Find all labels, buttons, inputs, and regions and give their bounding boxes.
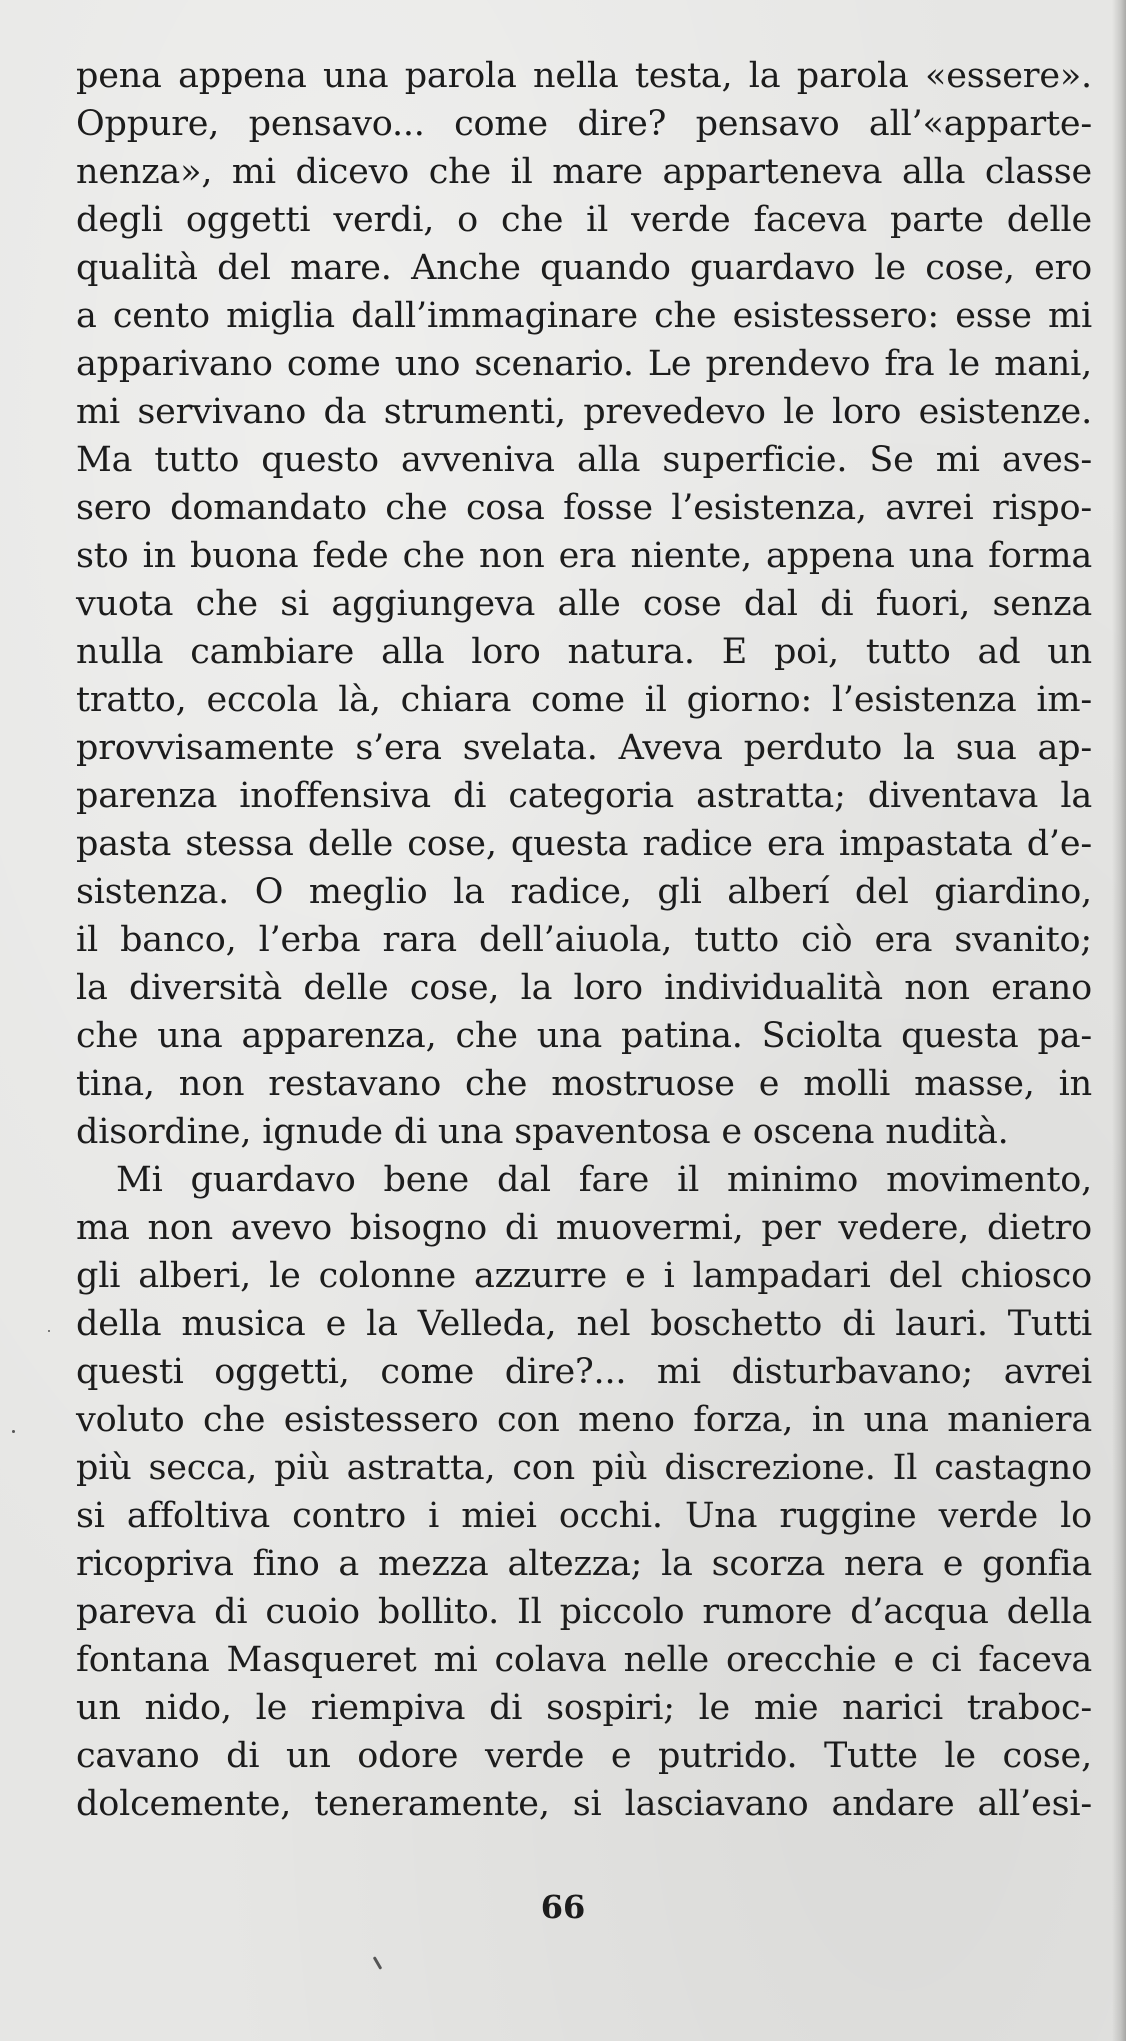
text-line: provvisamente s’era svelata. Aveva perduto la sua ap-	[76, 728, 1092, 768]
text-line: Ma tutto questo avveniva alla superficie. Se mi aves-	[76, 440, 1092, 480]
paper-speck	[373, 1956, 383, 1970]
text-line: sto in buona fede che non era niente, appena una forma	[76, 536, 1092, 576]
text-line: questi oggetti, come dire?... mi disturbavano; avrei	[76, 1352, 1092, 1392]
text-line: più secca, più astratta, con più discrezione. Il castagno	[76, 1448, 1092, 1488]
text-line: parenza inoffensiva di categoria astratta; diventava la	[76, 776, 1092, 816]
text-line: fontana Masqueret mi colava nelle orecchie e ci faceva	[76, 1640, 1092, 1680]
text-line: ma non avevo bisogno di muovermi, per vedere, dietro	[76, 1208, 1092, 1248]
text-line: apparivano come uno scenario. Le prendevo fra le mani,	[76, 344, 1092, 384]
text-line: vuota che si aggiungeva alle cose dal di fuori, senza	[76, 584, 1092, 624]
text-line: Oppure, pensavo... come dire? pensavo all’«apparte-	[76, 104, 1092, 144]
text-line: a cento miglia dall’immaginare che esistessero: esse mi	[76, 296, 1092, 336]
text-line: nenza», mi dicevo che il mare apparteneva alla classe	[76, 152, 1092, 192]
paragraph-first-line: Mi guardavo bene dal fare il minimo movimento,	[116, 1160, 1092, 1200]
page-number: 66	[540, 1888, 586, 1926]
text-line: si affoltiva contro i miei occhi. Una ruggine verde lo	[76, 1496, 1092, 1536]
text-line: tina, non restavano che mostruose e molli masse, in	[76, 1064, 1092, 1104]
text-line: pena appena una parola nella testa, la parola «essere».	[76, 56, 1092, 96]
text-line: il banco, l’erba rara dell’aiuola, tutto ciò era svanito;	[76, 920, 1092, 960]
text-line: cavano di un odore verde e putrido. Tutte le cose,	[76, 1736, 1092, 1776]
text-line: sistenza. O meglio la radice, gli alberí del giardino,	[76, 872, 1092, 912]
paper-speck	[48, 1330, 50, 1332]
body-text	[76, 52, 1092, 1828]
text-line: gli alberi, le colonne azzurre e i lampadari del chiosco	[76, 1256, 1092, 1296]
text-line: che una apparenza, che una patina. Sciolta questa pa-	[76, 1016, 1092, 1056]
text-line: nulla cambiare alla loro natura. E poi, tutto ad un	[76, 632, 1092, 672]
text-line: tratto, eccola là, chiara come il giorno: l’esistenza im-	[76, 680, 1092, 720]
text-line: la diversità delle cose, la loro individualità non erano	[76, 968, 1092, 1008]
text-line: mi servivano da strumenti, prevedevo le loro esistenze.	[76, 392, 1092, 432]
page-edge-shadow	[1112, 0, 1126, 2041]
text-line: qualità del mare. Anche quando guardavo le cose, ero	[76, 248, 1092, 288]
text-line: ricopriva fino a mezza altezza; la scorza nera e gonfia	[76, 1544, 1092, 1584]
paper-speck	[12, 1430, 15, 1433]
text-line: pareva di cuoio bollito. Il piccolo rumore d’acqua della	[76, 1592, 1092, 1632]
text-line: disordine, ignude di una spaventosa e oscena nudità.	[76, 1112, 1009, 1152]
text-line: un nido, le riempiva di sospiri; le mie narici traboc-	[76, 1688, 1092, 1728]
text-line: degli oggetti verdi, o che il verde faceva parte delle	[76, 200, 1092, 240]
text-line: sero domandato che cosa fosse l’esistenza, avrei rispo-	[76, 488, 1092, 528]
text-line: pasta stessa delle cose, questa radice era impastata d’e-	[76, 824, 1092, 864]
text-line: voluto che esistessero con meno forza, in una maniera	[76, 1400, 1092, 1440]
text-line: dolcemente, teneramente, si lasciavano andare all’esi-	[76, 1784, 1092, 1824]
text-line: della musica e la Velleda, nel boschetto di lauri. Tutti	[76, 1304, 1092, 1344]
